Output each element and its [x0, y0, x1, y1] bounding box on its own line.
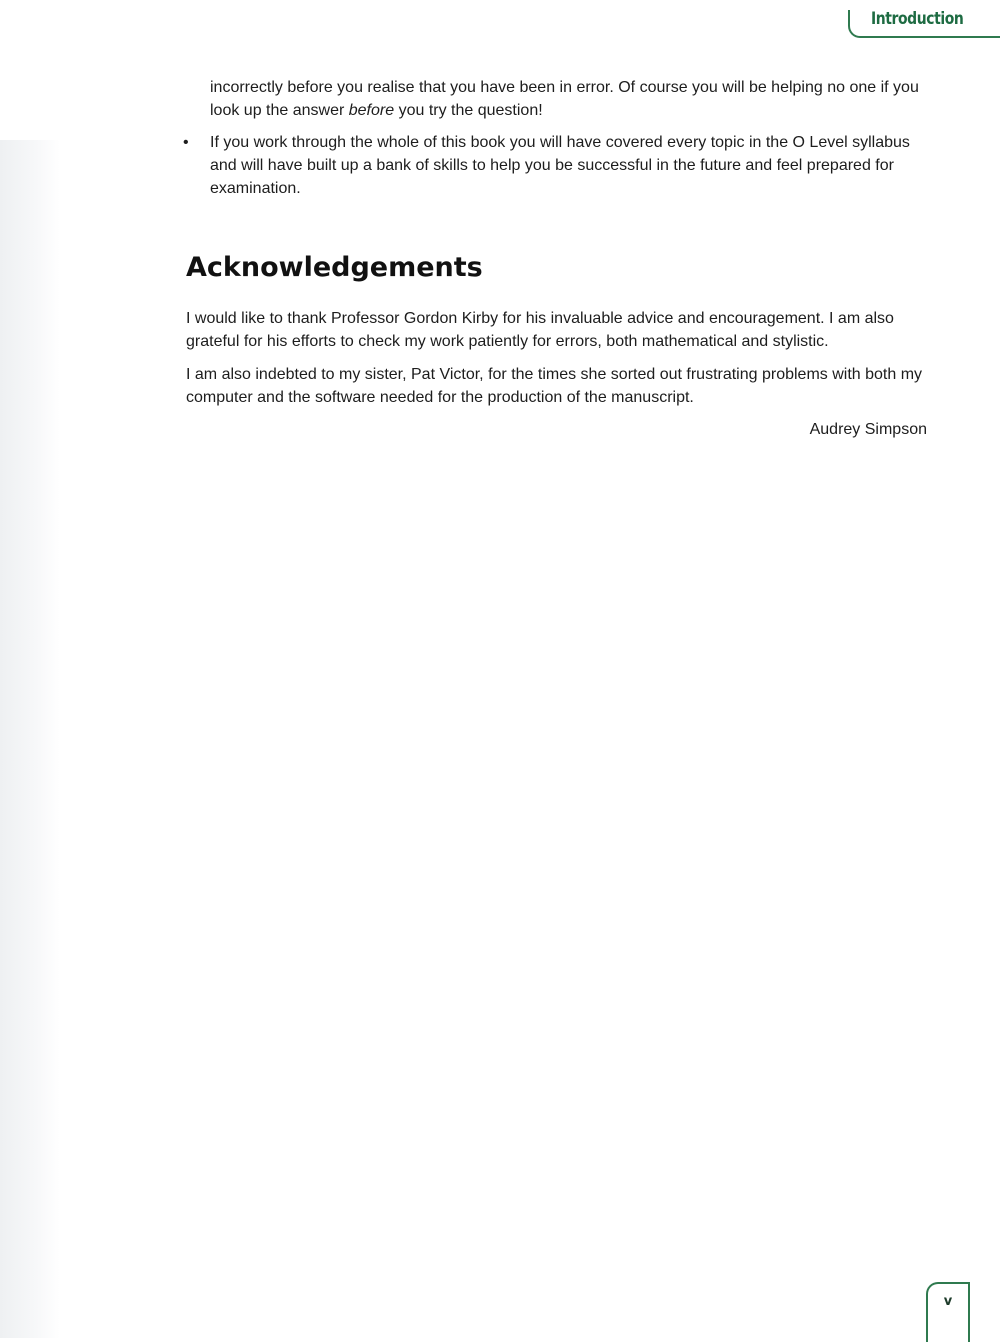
bullet-icon: •	[183, 134, 189, 151]
section-title: Introduction	[871, 9, 964, 29]
page-edge-shadow	[0, 140, 60, 1338]
emphasis-before: before	[348, 102, 395, 119]
page-number: v	[943, 1294, 953, 1309]
acknowledgements-heading: Acknowledgements	[186, 252, 483, 283]
page-number-tab	[926, 1282, 970, 1342]
list-item	[183, 131, 930, 200]
acknowledgements-body	[186, 307, 931, 419]
acknowledgements-paragraph-2: I am also indebted to my sister, Pat Victor, for the times she sorted out frustrating problems with both my computer and the software needed for the production of the manuscript.	[186, 366, 923, 406]
acknowledgements-paragraph-1: I would like to thank Professor Gordon Kirby for his invaluable advice and encouragement. I am also grateful for his efforts to check my work patiently for errors, both mathematical and stylistic.	[186, 310, 894, 350]
author-signature: Audrey Simpson	[809, 421, 927, 438]
continued-paragraph	[210, 76, 930, 122]
continued-text-end: you try the question!	[394, 102, 543, 119]
list-item-text: If you work through the whole of this book you will have covered every topic in the O Level syllabus and will have built up a bank of skills to help you be successful in the future and feel prepared for examination.	[210, 134, 910, 197]
continued-text-start: incorrectly before you realise that you have been in error. Of course you will be helping no one if you look up the answer	[210, 79, 919, 119]
bullet-list	[183, 76, 930, 200]
